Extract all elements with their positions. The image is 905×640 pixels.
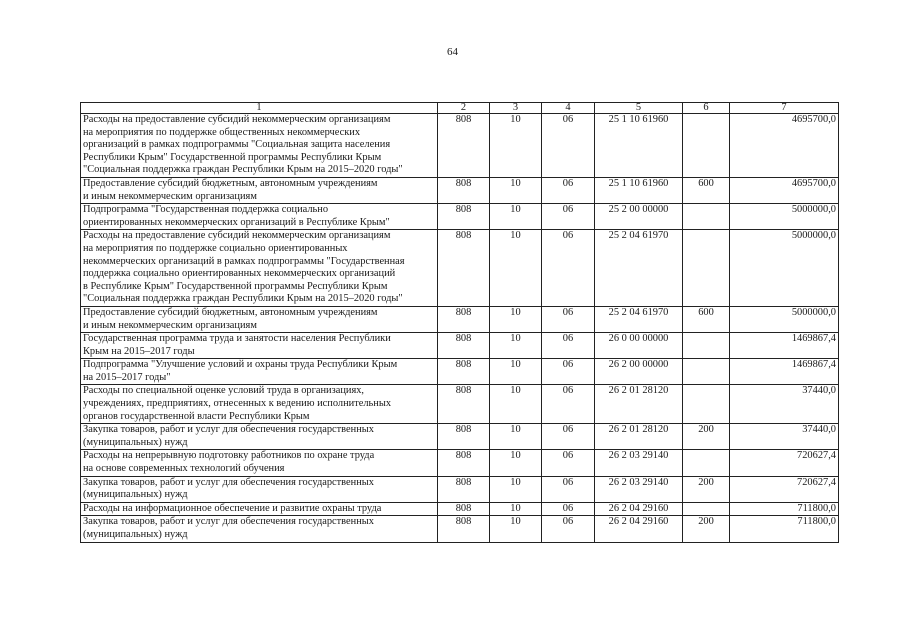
expense-name-line: и иным некоммерческим организациям (83, 319, 257, 331)
amount-cell: 1469867,4 (730, 333, 839, 359)
expense-name-line: на мероприятия по поддержке социально ориентированных (83, 242, 348, 254)
expense-name-cell (81, 450, 438, 476)
amount-cell: 711800,0 (730, 516, 839, 542)
subsection-code-cell: 06 (542, 516, 595, 542)
ministry-code-cell: 808 (438, 502, 490, 516)
expense-name-cell (81, 359, 438, 385)
ministry-code-cell: 808 (438, 177, 490, 203)
target-article-cell: 25 2 00 00000 (595, 204, 683, 230)
expense-name-line: Расходы на предоставление субсидий некоммерческим организациям (83, 230, 391, 242)
target-article-cell: 25 1 10 61960 (595, 177, 683, 203)
amount-cell: 37440,0 (730, 385, 839, 424)
table-row (81, 385, 839, 424)
expense-name-line: Расходы по специальной оценке условий труда в организациях, (83, 385, 365, 397)
expense-type-cell (683, 450, 730, 476)
target-article-cell: 25 1 10 61960 (595, 114, 683, 178)
expense-name-line: учреждениях, предприятиях, отнесенных к ведению исполнительных (83, 398, 392, 410)
expense-type-cell (683, 502, 730, 516)
target-article-cell: 26 2 00 00000 (595, 359, 683, 385)
expense-name-line: "Социальная поддержка граждан Республики Крым на 2015–2020 годы" (83, 293, 403, 305)
subsection-code-cell: 06 (542, 502, 595, 516)
header-cell: 7 (730, 103, 839, 114)
budget-table (80, 102, 839, 543)
amount-cell: 4695700,0 (730, 114, 839, 178)
header-cell: 5 (595, 103, 683, 114)
expense-name-line: Закупка товаров, работ и услуг для обеспечения государственных (83, 476, 374, 488)
section-code-cell: 10 (490, 359, 542, 385)
subsection-code-cell: 06 (542, 333, 595, 359)
section-code-cell: 10 (490, 450, 542, 476)
table-row (81, 333, 839, 359)
expense-type-cell (683, 333, 730, 359)
header-cell: 3 (490, 103, 542, 114)
ministry-code-cell: 808 (438, 333, 490, 359)
expense-name-cell (81, 177, 438, 203)
expense-type-cell (683, 204, 730, 230)
ministry-code-cell: 808 (438, 230, 490, 307)
header-row (81, 103, 839, 114)
expense-name-line: органов государственной власти Республики Крым (83, 410, 310, 422)
target-article-cell: 25 2 04 61970 (595, 306, 683, 332)
expense-name-cell (81, 424, 438, 450)
expense-name-line: (муниципальных) нужд (83, 436, 188, 448)
amount-cell: 720627,4 (730, 450, 839, 476)
expense-type-cell: 200 (683, 424, 730, 450)
amount-cell: 720627,4 (730, 476, 839, 502)
target-article-cell: 26 2 03 29140 (595, 476, 683, 502)
table-row (81, 359, 839, 385)
expense-name-line: Крым на 2015–2017 годы (83, 345, 195, 357)
table-row (81, 204, 839, 230)
section-code-cell: 10 (490, 114, 542, 178)
expense-name-line: некоммерческих организаций в рамках подпрограммы "Государственная (83, 255, 405, 267)
ministry-code-cell: 808 (438, 516, 490, 542)
ministry-code-cell: 808 (438, 306, 490, 332)
expense-name-line: Расходы на предоставление субсидий некоммерческим организациям (83, 114, 391, 125)
subsection-code-cell: 06 (542, 385, 595, 424)
subsection-code-cell: 06 (542, 476, 595, 502)
amount-cell: 5000000,0 (730, 306, 839, 332)
expense-type-cell (683, 230, 730, 307)
expense-type-cell: 600 (683, 306, 730, 332)
subsection-code-cell: 06 (542, 114, 595, 178)
section-code-cell: 10 (490, 385, 542, 424)
subsection-code-cell: 06 (542, 230, 595, 307)
expense-name-line: Государственная программа труда и занятости населения Республики (83, 333, 391, 345)
expense-name-line: Подпрограмма "Улучшение условий и охраны труда Республики Крым (83, 359, 398, 371)
expense-name-line: Расходы на непрерывную подготовку работников по охране труда (83, 450, 375, 462)
table-row (81, 516, 839, 542)
expense-type-cell: 600 (683, 177, 730, 203)
target-article-cell: 26 2 04 29160 (595, 502, 683, 516)
expense-name-line: "Социальная поддержка граждан Республики Крым на 2015–2020 годы" (83, 164, 403, 176)
section-code-cell: 10 (490, 177, 542, 203)
ministry-code-cell: 808 (438, 385, 490, 424)
page-number: 64 (447, 46, 458, 58)
ministry-code-cell: 808 (438, 476, 490, 502)
expense-name-line: Предоставление субсидий бюджетным, автономным учреждениям (83, 177, 378, 189)
section-code-cell: 10 (490, 230, 542, 307)
amount-cell: 4695700,0 (730, 177, 839, 203)
expense-name-cell (81, 502, 438, 516)
header-cell: 6 (683, 103, 730, 114)
subsection-code-cell: 06 (542, 177, 595, 203)
expense-name-line: и иным некоммерческим организациям (83, 190, 257, 202)
header-cell: 2 (438, 103, 490, 114)
expense-name-line: Закупка товаров, работ и услуг для обеспечения государственных (83, 516, 374, 528)
subsection-code-cell: 06 (542, 306, 595, 332)
ministry-code-cell: 808 (438, 204, 490, 230)
subsection-code-cell: 06 (542, 204, 595, 230)
section-code-cell: 10 (490, 516, 542, 542)
expense-name-cell (81, 204, 438, 230)
expense-name-line: на 2015–2017 годы" (83, 371, 171, 383)
expense-name-line: в Республике Крым" Государственной программы Республики Крым (83, 280, 388, 292)
target-article-cell: 26 2 04 29160 (595, 516, 683, 542)
expense-name-cell (81, 516, 438, 542)
expense-name-cell (81, 333, 438, 359)
expense-name-line: поддержка социально ориентированных некоммерческих организаций (83, 268, 396, 280)
amount-cell: 37440,0 (730, 424, 839, 450)
expense-name-cell (81, 476, 438, 502)
expense-type-cell: 200 (683, 516, 730, 542)
expense-name-line: организаций в рамках подпрограммы "Социальная защита населения (83, 139, 391, 151)
table-row (81, 177, 839, 203)
expense-name-line: Закупка товаров, работ и услуг для обеспечения государственных (83, 424, 374, 436)
amount-cell: 5000000,0 (730, 204, 839, 230)
expense-name-line: на основе современных технологий обучения (83, 463, 285, 475)
ministry-code-cell: 808 (438, 424, 490, 450)
section-code-cell: 10 (490, 204, 542, 230)
target-article-cell: 26 0 00 00000 (595, 333, 683, 359)
target-article-cell: 25 2 04 61970 (595, 230, 683, 307)
expense-type-cell (683, 385, 730, 424)
section-code-cell: 10 (490, 502, 542, 516)
expense-name-line: (муниципальных) нужд (83, 489, 188, 501)
expense-name-line: Республики Крым" Государственной программы Республики Крым (83, 151, 382, 163)
expense-name-cell (81, 114, 438, 178)
expense-type-cell (683, 114, 730, 178)
ministry-code-cell: 808 (438, 114, 490, 178)
table-row (81, 502, 839, 516)
target-article-cell: 26 2 03 29140 (595, 450, 683, 476)
table-row (81, 230, 839, 307)
expense-name-line: Подпрограмма "Государственная поддержка социально (83, 204, 329, 216)
expense-name-line: ориентированных некоммерческих организаций в Республике Крым" (83, 216, 390, 228)
subsection-code-cell: 06 (542, 450, 595, 476)
table-row (81, 450, 839, 476)
expense-name-cell (81, 306, 438, 332)
subsection-code-cell: 06 (542, 359, 595, 385)
section-code-cell: 10 (490, 476, 542, 502)
expense-type-cell (683, 359, 730, 385)
expense-name-line: (муниципальных) нужд (83, 529, 188, 540)
expense-type-cell: 200 (683, 476, 730, 502)
amount-cell: 5000000,0 (730, 230, 839, 307)
subsection-code-cell: 06 (542, 424, 595, 450)
amount-cell: 711800,0 (730, 502, 839, 516)
target-article-cell: 26 2 01 28120 (595, 424, 683, 450)
table-row (81, 114, 839, 178)
expense-name-cell (81, 385, 438, 424)
header-cell: 1 (81, 103, 438, 114)
expense-name-line: Расходы на информационное обеспечение и развитие охраны труда (83, 502, 382, 514)
expense-name-line: Предоставление субсидий бюджетным, автономным учреждениям (83, 306, 378, 318)
ministry-code-cell: 808 (438, 450, 490, 476)
target-article-cell: 26 2 01 28120 (595, 385, 683, 424)
section-code-cell: 10 (490, 333, 542, 359)
table-row (81, 476, 839, 502)
header-cell: 4 (542, 103, 595, 114)
expense-name-line: на мероприятия по поддержке общественных некоммерческих (83, 126, 361, 138)
table-row (81, 424, 839, 450)
table-row (81, 306, 839, 332)
amount-cell: 1469867,4 (730, 359, 839, 385)
section-code-cell: 10 (490, 424, 542, 450)
ministry-code-cell: 808 (438, 359, 490, 385)
section-code-cell: 10 (490, 306, 542, 332)
expense-name-cell (81, 230, 438, 307)
